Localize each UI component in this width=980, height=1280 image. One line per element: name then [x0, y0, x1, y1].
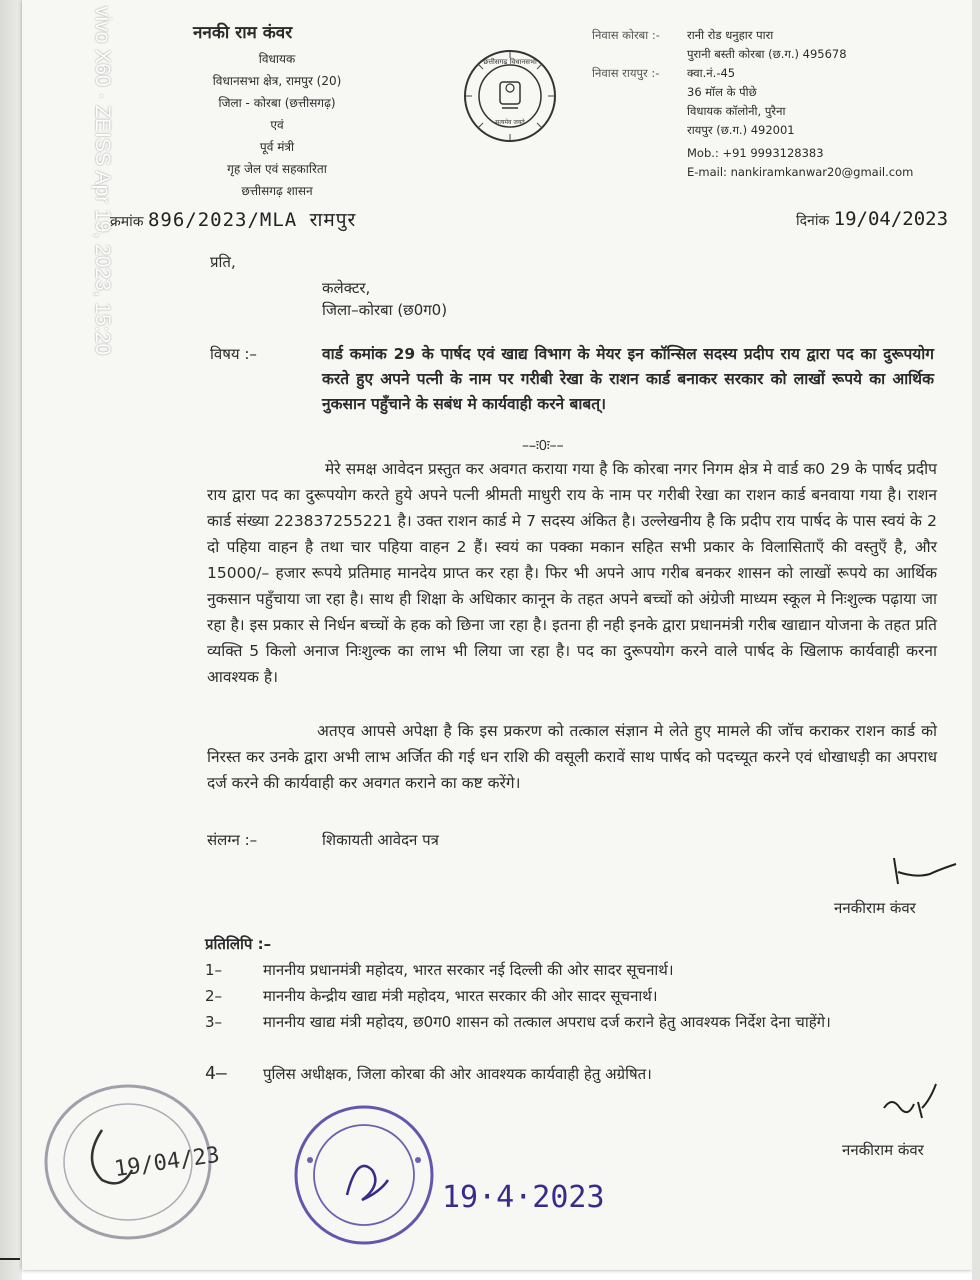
stamp-left-date: 19/04/23 [112, 1142, 222, 1183]
mla-name: ननकी राम कंवर [193, 23, 293, 43]
camera-watermark [68, 6, 128, 356]
raipur-address-line: 36 मॉल के पीछे [687, 85, 757, 99]
date-value: 19/04/2023 [833, 208, 949, 230]
signatory-name: ननकीराम कंवर [842, 1141, 924, 1159]
emblem-top-text: छत्तीसगढ़ विधानसभा [483, 58, 537, 66]
enclosure-value: शिकायती आवेदन पत्र [322, 831, 439, 849]
letterhead-line: पूर्व मंत्री [259, 140, 295, 154]
copy-item-number: 1– [205, 961, 223, 979]
korba-address-line: पुरानी बस्ती कोरबा (छ.ग.) 495678 [687, 47, 847, 61]
letterhead-line: विधानसभा क्षेत्र, रामपुर (20) [212, 74, 342, 88]
addressee-line: जिला–कोरबा (छ0ग0) [322, 301, 448, 319]
addressee-line: कलेक्टर, [322, 279, 371, 297]
stamp-right-date: 19·4·2023 [442, 1180, 605, 1215]
camera-watermark-text: vivo X60 · ZEISS Apr 19, 2023, 15:20 [91, 6, 114, 356]
reference-label: क्रमांक [110, 214, 144, 230]
collector-office-stamp [292, 1100, 442, 1250]
korba-address-label: निवास कोरबा :- [592, 28, 660, 42]
raipur-address-line: विधायक कॉलोनी, पुरैना [687, 104, 786, 118]
copy-title: प्रतिलिपि :– [205, 935, 272, 953]
letterhead-right [592, 26, 947, 182]
signature-mark [878, 1078, 948, 1128]
letter-page [22, 0, 972, 1270]
letterhead-line: एवं [270, 118, 284, 132]
copy-item-text: माननीय प्रधानमंत्री महोदय, भारत सरकार नई दिल्ली की ओर सादर सूचनार्थ। [263, 961, 674, 979]
photo-left-edge [0, 0, 22, 1280]
letterhead-left [187, 22, 367, 202]
separator: ––ः0ः–– [522, 438, 564, 454]
letterhead-line: जिला - कोरबा (छत्तीसगढ़) [218, 96, 336, 110]
copy-item [205, 984, 965, 1008]
copy-item-number: 3– [205, 1013, 223, 1031]
signatory-name: ननकीराम कंवर [834, 899, 916, 917]
date-label: दिनांक [796, 213, 830, 229]
subject-label: विषय :– [210, 345, 257, 363]
raipur-address-line: रायपुर (छ.ग.) 492001 [687, 123, 795, 137]
subject-text: वार्ड कमांक 29 के पार्षद एवं खाद्य विभाग के मेयर इन कॉन्सिल सदस्य प्रदीप राय द्वारा पद का दुरूपयोग करते हुए अपने पत्नी के नाम पर गरीबी रेखा के राशन कार्ड बनाकर सरकार को लाखों रूपये का आर्थिक नुकसान पहुँचाने के सबंध मे कार्यवाही करने बाबत्। [322, 345, 934, 413]
enclosure-label: संलग्न :– [207, 831, 258, 849]
copy-item [205, 1062, 965, 1086]
copy-item-text: पुलिस अधीक्षक, जिला कोरबा की ओर आवश्यक कार्यवाही हेतु अग्रेषित। [263, 1065, 652, 1083]
email-address: E-mail: nankiramkanwar20@gmail.com [687, 165, 914, 179]
emblem-bottom-text: सत्यमेव जयते [495, 119, 525, 126]
body-paragraph: अतएव आपसे अपेक्षा है कि इस प्रकरण को तत्काल संज्ञान मे लेते हुए मामले की जॉच कराकर राशन कार्ड को निरस्त कर उनके द्वारा अभी लाभ अर्जित की गई धन राशि की वसूली करावें साथ पार्षद को पदच्यूत करने एवं धोखाधड़ी का अपराध दर्ज करने की कार्यवाही कर अवगत कराने का कष्ट करेंगे। [207, 722, 937, 792]
reference-value: 896/2023/MLA रामपुर [147, 209, 357, 231]
mobile-number: Mob.: +91 9993128383 [687, 146, 824, 160]
copy-item-text: माननीय खाद्य मंत्री महोदय, छ0ग0 शासन को तत्काल अपराध दर्ज कराने हेतु आवश्यक निर्देश देना चाहेंगे। [263, 1013, 831, 1031]
signature-mark [886, 850, 966, 890]
copy-item [205, 1010, 965, 1034]
prati-label: प्रति, [210, 253, 236, 271]
photo-right-edge [972, 0, 980, 1280]
korba-address-line: रानी रोड धनुहार पारा [687, 28, 774, 42]
assembly-emblem [462, 48, 558, 144]
letterhead-line: छत्तीसगढ़ शासन [241, 184, 313, 198]
letter-date [796, 208, 948, 230]
raipur-address-line: क्वा.नं.-45 [687, 66, 736, 80]
copy-item [205, 958, 965, 982]
letterhead-line: विधायक [258, 52, 296, 66]
copy-item-number: 4– [205, 1063, 227, 1084]
corner-mark [0, 1258, 20, 1278]
copy-item-text: माननीय केन्द्रीय खाद्य मंत्री महोदय, भारत सरकार की ओर सादर सूचनार्थ। [263, 987, 658, 1005]
letterhead-line: गृह जेल एवं सहकारिता [227, 162, 327, 176]
reference-number [110, 206, 356, 232]
copy-item-number: 2– [205, 987, 223, 1005]
raipur-address-label: निवास रायपुर :- [592, 66, 660, 80]
body-paragraph: मेरे समक्ष आवेदन प्रस्तुत कर अवगत कराया गया है कि कोरबा नगर निगम क्षेत्र मे वार्ड क0 29 के पार्षद प्रदीप राय द्वारा पद का दुरूपयोग करते हुये अपने पत्नी श्रीमती माधुरी राय के नाम पर गरीबी रेखा का राशन कार्ड बनवाया गया है। राशन कार्ड संख्या 223837255221 है। उक्त राशन कार्ड मे 7 सदस्य अंकित है। उल्लेखनीय है कि प्रदीप राय पार्षद के पास स्वयं के 2 दो पहिया वाहन है तथा चार पहिया वाहन 2 हैं। स्वयं का पक्का मकान सहित सभी प्रकार के विलासिताएँ की वस्तुएँ है, और 15000/– हजार रूपये प्रतिमाह मानदेय प्राप्त कर रहा है। फिर भी अपने आप गरीब बनकर शासन को लाखों रूपये का आर्थिक नुकसान पहुँचाया जा रहा है। साथ ही शिक्षा के अधिकार कानून के तहत अपने बच्चों को अंग्रेजी माध्यम स्कूल मे निःशुल्क पढ़ाया जा रहा है। इस प्रकार से निर्धन बच्चों के हक को छिना जा रहा है। इतना ही नही इनके द्वारा प्रधानमंत्री गरीब खाद्यान योजना के तहत प्रति व्यक्ति 5 किलो अनाज निःशुल्क का लाभ भी लिया जा रहा है। पद का दुरूपयोग करने वाले पार्षद के खिलाफ कार्यवाही करना आवश्यक है। [207, 460, 937, 686]
